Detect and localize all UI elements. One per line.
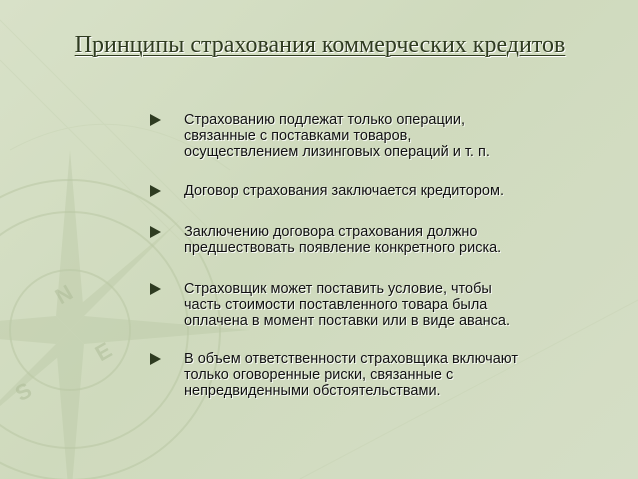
bullet-list [148, 112, 608, 399]
bullet-item [148, 112, 608, 160]
slide-title: Принципы страхования коммерческих кредитов [74, 32, 566, 58]
bullet-text: Страхованию подлежат только операции, связанные с поставками товаров, осуществлением лизинговых операций и т. п. [184, 112, 490, 160]
compass-letter-e: E [90, 337, 117, 367]
right-triangle-bullet-icon [150, 114, 161, 126]
bullet-item [148, 183, 608, 199]
bullet-text: В объем ответственности страховщика включают только оговоренные риски, связанные с непредвиденными обстоятельствами. [184, 351, 518, 399]
right-triangle-bullet-icon [150, 283, 161, 295]
bullet-text: Договор страхования заключается кредитором. [184, 183, 504, 199]
compass-letter-s: S [10, 377, 37, 407]
right-triangle-bullet-icon [150, 185, 161, 197]
bullet-item [148, 224, 608, 256]
bullet-text: Заключению договора страхования должно предшествовать появление конкретного риска. [184, 224, 502, 256]
right-triangle-bullet-icon [150, 226, 161, 238]
bullet-text: Страховщик может поставить условие, чтобы часть стоимости поставленного товара была оплачена в момент поставки или в виде аванса. [184, 281, 510, 329]
bullet-item [148, 281, 608, 329]
compass-letter-n: N [50, 279, 78, 310]
right-triangle-bullet-icon [150, 353, 161, 365]
bullet-item [148, 351, 608, 399]
